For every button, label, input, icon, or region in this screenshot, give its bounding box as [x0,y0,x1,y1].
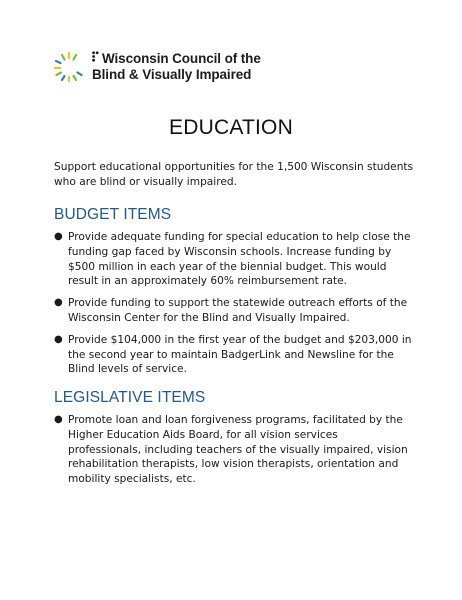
list-item [54,230,414,289]
list-item [54,333,414,377]
budget-items-list [54,230,414,384]
list-item-text: Provide funding to support the statewide outreach efforts of the Wisconsin Center for the Blind and Visually Impaired. [68,297,408,324]
list-item [54,296,414,326]
list-item-text: Provide adequate funding for special education to help close the funding gap faced by Wisconsin schools. Increase funding by $500 million in each year of the biennial budget. This would result in an approximately 60% reimbursement rate. [68,231,411,288]
legislative-items-list [54,413,414,494]
legislative-items-heading: LEGISLATIVE ITEMS [54,389,206,406]
logo-line-2: Blind & Visually Impaired [92,67,252,82]
list-item-text: Provide $104,000 in the first year of the budget and $203,000 in the second year to maintain BadgerLink and Newsline for the Blind levels of service. [68,333,412,376]
budget-items-heading: BUDGET ITEMS [54,206,172,223]
bullet-icon: ● [54,231,63,242]
list-item [54,413,414,487]
bullet-icon: ● [54,333,63,345]
page-title: EDUCATION [169,116,293,139]
braille-dots-icon [92,51,99,62]
logo-line-1: Wisconsin Council of the [102,51,261,66]
sunburst-logo-icon [52,50,86,84]
intro-paragraph: Support educational opportunities for the 1,500 Wisconsin students who are blind or visually impaired. [54,161,414,188]
bullet-icon: ● [54,297,63,309]
organization-logo [52,50,261,84]
bullet-icon: ● [54,414,63,425]
list-item-text: Promote loan and loan forgiveness programs, facilitated by the Higher Education Aids Board, for all vision services professionals, including teachers of the visually impaired, vision rehabilitation therapists, low vision therapists, orientation and mobility specialists, etc. [68,414,408,486]
logo-wordmark [92,51,261,83]
